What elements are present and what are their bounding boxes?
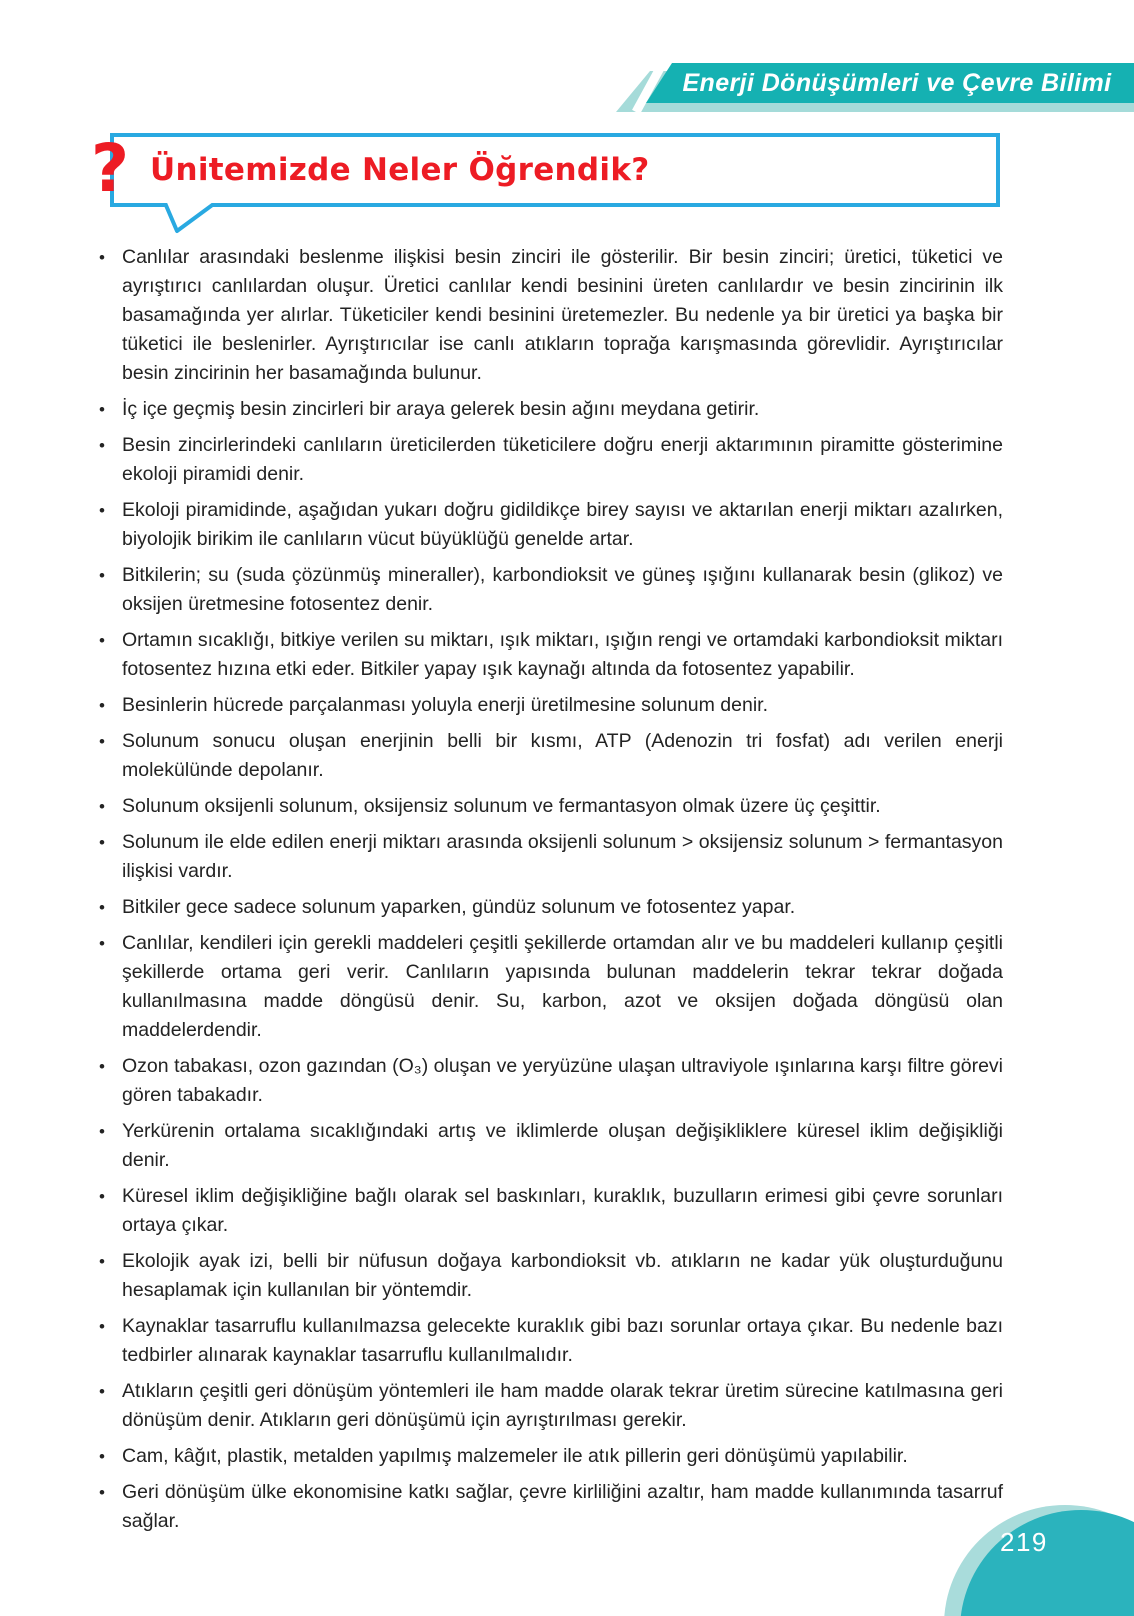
list-item xyxy=(95,1117,1003,1175)
list-item xyxy=(95,828,1003,886)
bullet-icon: • xyxy=(99,1447,105,1466)
list-item xyxy=(95,243,1003,388)
list-item-text: Besinlerin hücrede parçalanması yoluyla enerji üretilmesine solunum denir. xyxy=(122,694,769,716)
list-item-text: Küresel iklim değişikliğine bağlı olarak sel baskınları, kuraklık, buzulların erimesi gibi çevre sorunları ortaya çıkar. xyxy=(122,1185,1003,1236)
bullet-icon: • xyxy=(99,436,105,455)
list-item-text: Ortamın sıcaklığı, bitkiye verilen su miktarı, ışık miktarı, ışığın rengi ve ortamdaki karbondioksit miktarı fotosentez hızına etki eder. Bitkiler yapay ışık kaynağı altında da fotosentez yapabilir. xyxy=(122,629,1003,680)
chapter-title: Enerji Dönüşümleri ve Çevre Bilimi xyxy=(682,68,1112,97)
bullet-icon: • xyxy=(99,1252,105,1271)
unit-review-title-box xyxy=(110,133,1000,207)
bullet-icon: • xyxy=(99,696,105,715)
list-item xyxy=(95,1377,1003,1435)
bullet-icon: • xyxy=(99,1382,105,1401)
list-item-text: Ozon tabakası, ozon gazından (O₃) oluşan ve yeryüzüne ulaşan ultraviyole ışınlarına karşı filtre görevi gören tabakadır. xyxy=(122,1055,1003,1106)
list-item-text: İç içe geçmiş besin zincirleri bir araya gelerek besin ağını meydana getirir. xyxy=(122,398,760,420)
bullet-icon: • xyxy=(99,1317,105,1336)
bullet-icon: • xyxy=(99,1187,105,1206)
list-item xyxy=(95,1182,1003,1240)
list-item-text: Ekolojik ayak izi, belli bir nüfusun doğaya karbondioksit vb. atıkların ne kadar yük oluşturduğunu hesaplamak için kullanılan bir yöntemdir. xyxy=(122,1250,1003,1301)
list-item xyxy=(95,727,1003,785)
list-item-text: Cam, kâğıt, plastik, metalden yapılmış malzemeler ile atık pillerin geri dönüşümü yapılabilir. xyxy=(122,1445,908,1467)
list-item-text: Atıkların çeşitli geri dönüşüm yöntemleri ile ham madde olarak tekrar üretim sürecine katılmasına geri dönüşüm denir. Atıkların geri dönüşümü için ayrıştırılması gerekir. xyxy=(122,1380,1003,1431)
list-item xyxy=(95,431,1003,489)
list-item xyxy=(95,561,1003,619)
bullet-icon: • xyxy=(99,400,105,419)
bullet-icon: • xyxy=(99,631,105,650)
list-item-text: Canlılar arasındaki beslenme ilişkisi besin zinciri ile gösterilir. Bir besin zinciri; üretici, tüketici ve ayrıştırıcı canlılardan oluşur. Üretici canlılar kendi besinini üreten canlılardır ve besin zincirinin ilk basamağında yer alırlar. Tüketiciler kendi besinini üretemezler. Bu nedenle ya bir üretici ya başka bir tüketici ile beslenirler. Ayrıştırıcılar ise canlı atıkların toprağa karışmasında görevlidir. Ayrıştırıcılar besin zincirinin her basamağında bulunur. xyxy=(122,246,1003,384)
list-item-text: Ekoloji piramidinde, aşağıdan yukarı doğru gidildikçe birey sayısı ve aktarılan enerji miktarı azalırken, biyolojik birikim ile canlıların vücut büyüklüğü genelde artar. xyxy=(122,499,1003,550)
bullet-icon: • xyxy=(99,1122,105,1141)
page-title: Ünitemizde Neler Öğrendik? xyxy=(150,152,650,188)
list-item-text: Geri dönüşüm ülke ekonomisine katkı sağlar, çevre kirliliğini azaltır, ham madde kullanımında tasarruf sağlar. xyxy=(122,1481,1003,1532)
speech-bubble-tail-icon xyxy=(162,203,220,235)
list-item-text: Besin zincirlerindeki canlıların üreticilerden tüketicilere doğru enerji aktarımının piramitte gösterimine ekoloji piramidi denir. xyxy=(122,434,1003,485)
list-item xyxy=(95,1052,1003,1110)
list-item-text: Yerkürenin ortalama sıcaklığındaki artış ve iklimlerde oluşan değişikliklere küresel iklim değişikliği denir. xyxy=(122,1120,1003,1171)
bullet-icon: • xyxy=(99,934,105,953)
list-item xyxy=(95,1442,1003,1471)
list-item xyxy=(95,1247,1003,1305)
bullet-icon: • xyxy=(99,566,105,585)
list-item xyxy=(95,893,1003,922)
list-item xyxy=(95,496,1003,554)
list-item xyxy=(95,626,1003,684)
list-item xyxy=(95,792,1003,821)
bullet-icon: • xyxy=(99,501,105,520)
page-number: 219 xyxy=(1000,1527,1048,1557)
list-item xyxy=(95,691,1003,720)
question-mark-icon: ? xyxy=(90,130,130,207)
bullet-icon: • xyxy=(99,797,105,816)
bullet-icon: • xyxy=(99,1057,105,1076)
bullet-icon: • xyxy=(99,898,105,917)
bullet-icon: • xyxy=(99,732,105,751)
list-item xyxy=(95,1312,1003,1370)
bullet-icon: • xyxy=(99,248,105,267)
list-item-text: Bitkiler gece sadece solunum yaparken, gündüz solunum ve fotosentez yapar. xyxy=(122,896,796,918)
bullet-icon: • xyxy=(99,833,105,852)
list-item xyxy=(95,1478,1003,1536)
list-item-text: Kaynaklar tasarruflu kullanılmazsa gelecekte kuraklık gibi bazı sorunlar ortaya çıkar. Bu nedenle bazı tedbirler alınarak kaynaklar tasarruflu kullanılmalıdır. xyxy=(122,1315,1003,1366)
summary-list xyxy=(95,243,1003,1543)
list-item xyxy=(95,929,1003,1045)
list-item-text: Solunum sonucu oluşan enerjinin belli bir kısmı, ATP (Adenozin tri fosfat) adı verilen enerji molekülünde depolanır. xyxy=(122,730,1003,781)
list-item-text: Canlılar, kendileri için gerekli maddeleri çeşitli şekillerde ortamdan alır ve bu maddeleri kullanıp çeşitli şekillerde ortama geri verir. Canlıların yapısında bulunan maddelerin tekrar tekrar doğada kullanılmasına madde döngüsü denir. Su, karbon, azot ve oksijen doğada döngüsü olan maddelerdendir. xyxy=(122,932,1003,1041)
bullet-icon: • xyxy=(99,1483,105,1502)
list-item-text: Solunum oksijenli solunum, oksijensiz solunum ve fermantasyon olmak üzere üç çeşittir. xyxy=(122,795,881,817)
list-item-text: Solunum ile elde edilen enerji miktarı arasında oksijenli solunum > oksijensiz solunum > fermantasyon ilişkisi vardır. xyxy=(122,831,1003,882)
list-item-text: Bitkilerin; su (suda çözünmüş mineraller), karbondioksit ve güneş ışığını kullanarak besin (glikoz) ve oksijen üretmesine fotosentez denir. xyxy=(122,564,1003,615)
list-item xyxy=(95,395,1003,424)
